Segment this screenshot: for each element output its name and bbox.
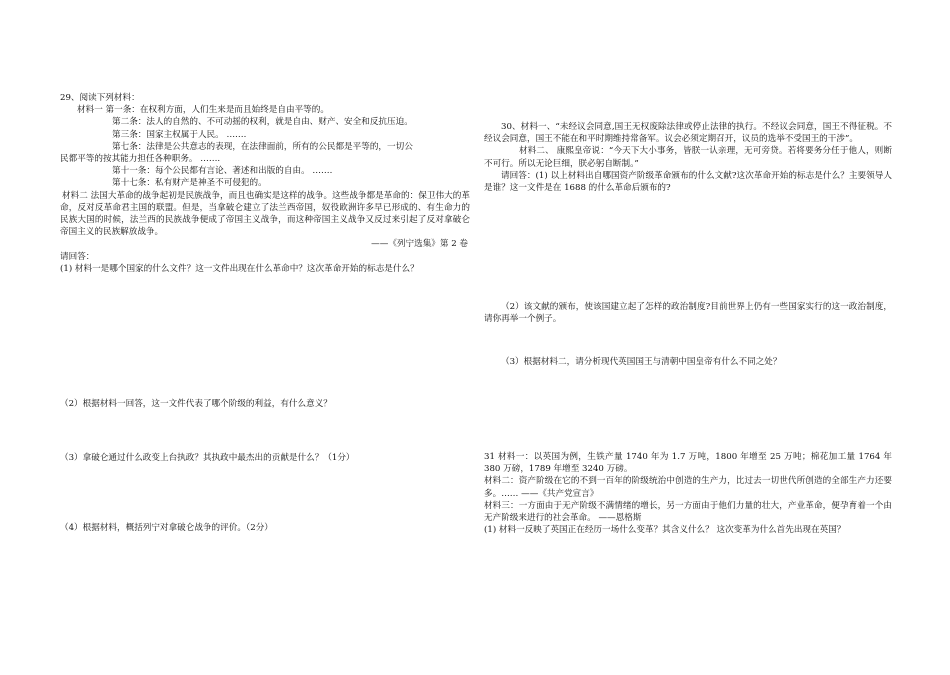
material-1-line: 第十七条：私有财产是神圣不可侵犯的。 xyxy=(112,178,267,189)
material-2-source: ——《列宁选集》第 2 卷 xyxy=(371,239,468,250)
question-3: （3）拿破仑通过什么政变上台执政？其执政中最杰出的贡献是什么？（1分） xyxy=(60,453,355,463)
q31-block xyxy=(484,451,892,536)
question-1: (1) 材料一是哪个国家的什么文件？这一文件出现在什么革命中？这次革命开始的标志是什么？ xyxy=(60,263,419,274)
material-1-line: 第七条：法律是公共意志的表现，在法律面前，所有的公民都是平等的，一切公 xyxy=(112,141,413,152)
material-1-line: 第二条：法人的自然的、不可动摇的权利，就是自由、财产、安全和反抗压迫。 xyxy=(112,117,413,128)
q29-title: 29、阅读下列材料： xyxy=(60,93,140,103)
q30-question-3: （3）根据材料二，请分析现代英国国王与清朝中国皇帝有什么不同之处？ xyxy=(501,357,782,367)
material-1-line: 第三条：国家主权属于人民。 ……. xyxy=(112,129,247,140)
question-2: （2）根据材料一回答，这一文件代表了哪个阶级的利益，有什么意义？ xyxy=(60,399,332,409)
q30-question-2: （2）该文献的颁布，使该国建立起了怎样的政治制度?目前世界上仍有一些国家实行的这一政治制度，请你再举一个例子。 xyxy=(484,302,892,325)
q31-material-1: 31 材料一：以英国为例，生铁产量 1740 年为 1.7 万吨，1800 年增至 25 万吨；棉花加工量 1764 年 380 万磅，1789 年增至 3240 万磅。 xyxy=(484,452,892,475)
material-1-line: 第十一条：每个公民都有言论、著述和出版的自由。 ……. xyxy=(112,166,333,177)
q30-question-2-block xyxy=(484,301,892,325)
material-1-line: 民都平等的按其能力担任各种职务。 ……. xyxy=(60,154,221,165)
q30-question-1: 请回答：(1) 以上材料出自哪国资产阶级革命颁布的什么文献?这次革命开始的标志是什么？主要领导人是谁？这一文件是在 1688 的什么革命后颁布的? xyxy=(484,170,892,194)
material-2-text: 材料二 法国大革命的战争起初是民族战争，而且也确实是这样的战争。这些战争都是革命的：保卫伟大的革命，反对反革命君主国的联盟。但是，当拿破仑建立了法兰西帝国，奴役欧洲许多早已形成的、有生命力的民族大国的时候，法兰西的民族战争便成了帝国主义战争，而这种帝国主义战争又反过来引起了反对拿破仑帝国主义的民族解放战争。 xyxy=(60,190,470,238)
q31-material-2: 材料二：资产阶级在它的不到一百年的阶级统治中创造的生产力，比过去一切世代所创造的全部生产力还要多。…… ——《共产党宣言》 xyxy=(484,476,892,499)
q30-material-1: 30、材料一、“未经议会同意,国王无权废除法律或停止法律的执行。不经议会同意，国王不得征税。不经议会同意，国王不能在和平时期维持常备军。议会必须定期召开，议员的选举不受国王的干涉”。 xyxy=(484,122,892,145)
right-column xyxy=(484,121,892,536)
question-2-block xyxy=(60,398,470,410)
material-1-line: 材料一 第一条：在权利方面，人们生来是而且始终是自由平等的。 xyxy=(77,105,329,116)
question-4: （4）根据材料，概括列宁对拿破仑战争的评价。（2分） xyxy=(60,523,273,533)
left-column xyxy=(60,92,470,533)
question-3-block xyxy=(60,452,470,464)
question-4-block xyxy=(60,522,470,534)
q31-material-3: 材料三：一方面由于无产阶级不满情绪的增长，另一方面由于他们力量的壮大，产业革命，便孕育着一个由无产阶级来进行的社会革命。 ——恩格斯 xyxy=(484,500,892,524)
q30-question-3-block xyxy=(484,356,892,368)
answer-prompt: 请回答： xyxy=(60,251,95,262)
q31-question-1: (1) 材料一反映了英国正在经历一场什么变革？其含义什么？ 这次变革为什么首先出现在英国？ xyxy=(484,525,846,536)
q30-material-2: 材料二、 康熙皇帝说：“今天下大小事务，皆朕一认亲理，无可旁贷。若将要务分任于他人，则断不可行。所以无论巨细，朕必躬自断制。” xyxy=(484,146,892,169)
